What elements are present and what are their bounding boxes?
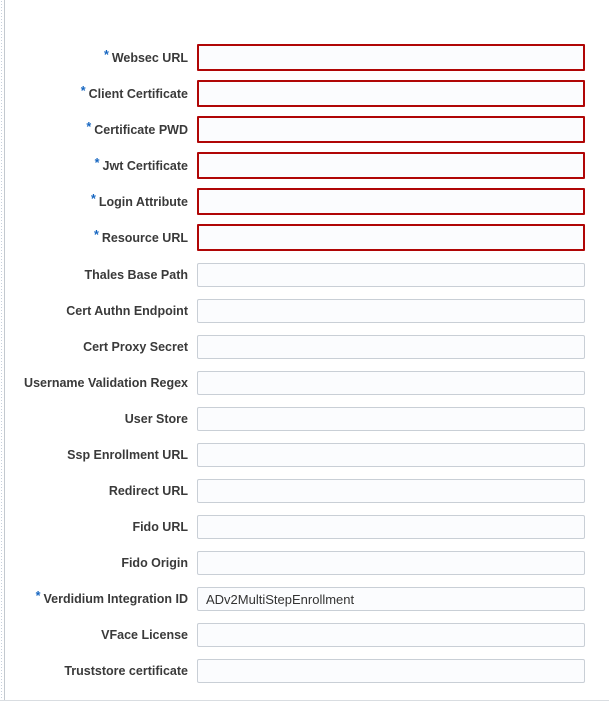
- ssp-enrollment-url-input[interactable]: [197, 443, 585, 467]
- fido-url-input[interactable]: [197, 515, 585, 539]
- required-asterisk: *: [94, 155, 100, 170]
- login-attribute-input[interactable]: [197, 188, 585, 215]
- ssp-enrollment-url-label: Ssp Enrollment URL: [67, 448, 188, 462]
- required-asterisk: *: [91, 191, 96, 206]
- field-row-client-certificate: [5, 80, 609, 107]
- field-row-username-validation-regex: [5, 371, 609, 395]
- cert-proxy-secret-input[interactable]: [197, 335, 585, 359]
- certificate-pwd-input[interactable]: [197, 116, 585, 143]
- field-row-vface-license: [5, 623, 609, 647]
- field-row-certificate-pwd: [5, 116, 609, 143]
- field-row-resource-url: [5, 224, 609, 251]
- truststore-certificate-input[interactable]: [197, 659, 585, 683]
- redirect-url-input[interactable]: [197, 479, 585, 503]
- cert-proxy-secret-label: Cert Proxy Secret: [83, 340, 188, 354]
- redirect-url-label: Redirect URL: [108, 484, 188, 498]
- vface-license-label: VFace License: [101, 628, 188, 642]
- required-asterisk: *: [93, 227, 99, 242]
- login-attribute-label: Login Attribute: [98, 194, 188, 209]
- websec-url-label: Websec URL: [111, 50, 188, 65]
- field-row-jwt-certificate: [5, 152, 609, 179]
- verdidium-integration-id-input[interactable]: [197, 587, 585, 611]
- field-row-cert-proxy-secret: [5, 335, 609, 359]
- field-row-thales-base-path: [5, 263, 609, 287]
- field-row-user-store: [5, 407, 609, 431]
- field-row-websec-url: [5, 44, 609, 71]
- fido-origin-input[interactable]: [197, 551, 585, 575]
- field-row-login-attribute: [5, 188, 609, 215]
- jwt-certificate-label: Jwt Certificate: [102, 158, 188, 173]
- client-certificate-input[interactable]: [197, 80, 585, 107]
- resource-url-label: Resource URL: [101, 230, 188, 245]
- required-asterisk: *: [103, 47, 109, 62]
- field-row-fido-origin: [5, 551, 609, 575]
- field-row-ssp-enrollment-url: [5, 443, 609, 467]
- field-row-redirect-url: [5, 479, 609, 503]
- fido-origin-label: Fido Origin: [121, 556, 188, 570]
- username-validation-regex-input[interactable]: [197, 371, 585, 395]
- resource-url-input[interactable]: [197, 224, 585, 251]
- cert-authn-endpoint-input[interactable]: [197, 299, 585, 323]
- username-validation-regex-label: Username Validation Regex: [24, 376, 188, 390]
- required-asterisk: *: [86, 119, 92, 134]
- certificate-pwd-label: Certificate PWD: [94, 122, 188, 137]
- field-row-cert-authn-endpoint: [5, 299, 609, 323]
- truststore-certificate-label: Truststore certificate: [64, 664, 188, 678]
- vface-license-input[interactable]: [197, 623, 585, 647]
- thales-base-path-input[interactable]: [197, 263, 585, 287]
- field-row-fido-url: [5, 515, 609, 539]
- field-row-verdidium-integration-id: [5, 587, 609, 611]
- jwt-certificate-input[interactable]: [197, 152, 585, 179]
- verdidium-integration-id-label: Verdidium Integration ID: [43, 592, 188, 606]
- fido-url-label: Fido URL: [132, 520, 188, 534]
- integration-settings-form: [5, 44, 609, 683]
- cert-authn-endpoint-label: Cert Authn Endpoint: [66, 304, 188, 318]
- websec-url-input[interactable]: [197, 44, 585, 71]
- required-asterisk: *: [35, 589, 41, 603]
- client-certificate-label: Client Certificate: [88, 86, 188, 101]
- user-store-input[interactable]: [197, 407, 585, 431]
- thales-base-path-label: Thales Base Path: [84, 268, 188, 282]
- required-asterisk: *: [80, 83, 86, 98]
- user-store-label: User Store: [124, 412, 188, 426]
- field-row-truststore-certificate: [5, 659, 609, 683]
